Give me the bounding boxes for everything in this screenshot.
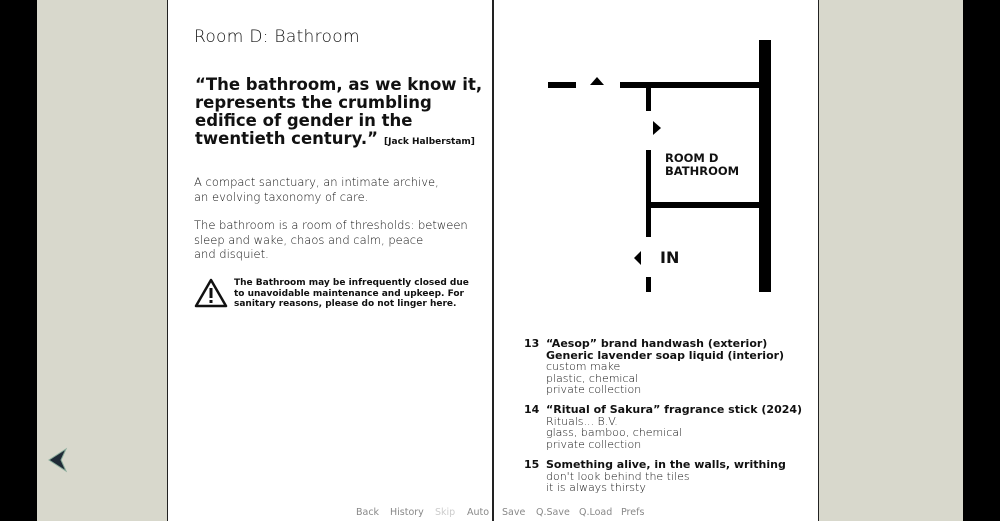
wall-segment xyxy=(620,82,762,88)
floor-plan-map xyxy=(494,0,820,300)
room-label-line: BATHROOM xyxy=(665,164,740,178)
list-item xyxy=(524,459,786,494)
wall-segment xyxy=(646,150,651,237)
quote xyxy=(195,76,485,151)
right-page xyxy=(493,0,819,521)
text-line: A compact sanctuary, an intimate archive, xyxy=(194,175,439,189)
wall-segment xyxy=(646,277,651,292)
wall-segment xyxy=(646,202,762,208)
paragraph-2 xyxy=(194,218,468,262)
room-label xyxy=(665,152,739,178)
item-title: “Ritual of Sakura” fragrance stick (2024) xyxy=(546,403,803,416)
quick-menu-qload[interactable]: Q.Load xyxy=(579,507,613,518)
item-number: 15 xyxy=(524,458,540,471)
text-line: The bathroom is a room of thresholds: between xyxy=(194,218,468,232)
paragraph-1 xyxy=(194,175,439,204)
item-detail: don't look behind the tiles xyxy=(546,469,690,483)
left-page xyxy=(167,0,493,521)
text-line: sleep and wake, chaos and calm, peace xyxy=(194,232,424,247)
text-line: an evolving taxonomy of care. xyxy=(194,189,369,204)
item-title: Something alive, in the walls, writhing xyxy=(546,458,786,471)
quote-text: “The bathroom, as we know it, represents the crumbling edifice of gender in the twentieth century.” xyxy=(195,75,483,148)
entrance-arrow-left-icon xyxy=(634,251,641,265)
item-title: Generic lavender soap liquid (interior) xyxy=(546,348,785,362)
quick-menu-prefs[interactable]: Prefs xyxy=(621,507,645,518)
quick-menu-history[interactable]: History xyxy=(390,507,424,518)
page-title: Room D: Bathroom xyxy=(194,27,360,47)
list-item xyxy=(524,404,802,450)
item-title: “Aesop” brand handwash (exterior) xyxy=(546,337,768,350)
warning-text: The Bathroom may be infrequently closed due to unavoidable maintenance and upkeep. For sanitary reasons, please do not linger here. xyxy=(234,278,469,309)
outer-wall xyxy=(759,40,771,292)
quick-menu-back[interactable]: Back xyxy=(356,507,380,518)
wall-segment xyxy=(548,82,576,88)
text-line: and disquiet. xyxy=(194,247,269,261)
door-arrow-right-icon xyxy=(653,121,661,135)
quick-menu-save[interactable]: Save xyxy=(502,507,526,518)
item-number: 13 xyxy=(524,337,540,350)
item-detail: it is always thirsty xyxy=(546,481,646,494)
item-detail: private collection xyxy=(546,437,642,451)
item-number: 14 xyxy=(524,403,540,416)
quick-menu-skip[interactable]: Skip xyxy=(435,507,456,518)
list-item xyxy=(524,338,784,396)
item-detail: private collection xyxy=(546,383,642,396)
warning-icon xyxy=(194,277,228,309)
quick-menu-qsave[interactable]: Q.Save xyxy=(536,507,570,518)
entrance-label: IN xyxy=(660,248,680,267)
item-detail: plastic, chemical xyxy=(546,371,639,385)
item-detail: glass, bamboo, chemical xyxy=(546,426,683,439)
room-label-line: ROOM D xyxy=(665,151,719,165)
door-arrow-up-icon xyxy=(590,77,604,85)
quick-menu-auto[interactable]: Auto xyxy=(467,507,490,518)
item-detail: Rituals... B.V. xyxy=(546,414,618,428)
item-detail: custom make xyxy=(546,360,621,373)
wall-segment xyxy=(646,87,651,111)
back-arrow-icon[interactable] xyxy=(46,447,70,473)
quote-citation: [Jack Halberstam] xyxy=(384,137,475,147)
